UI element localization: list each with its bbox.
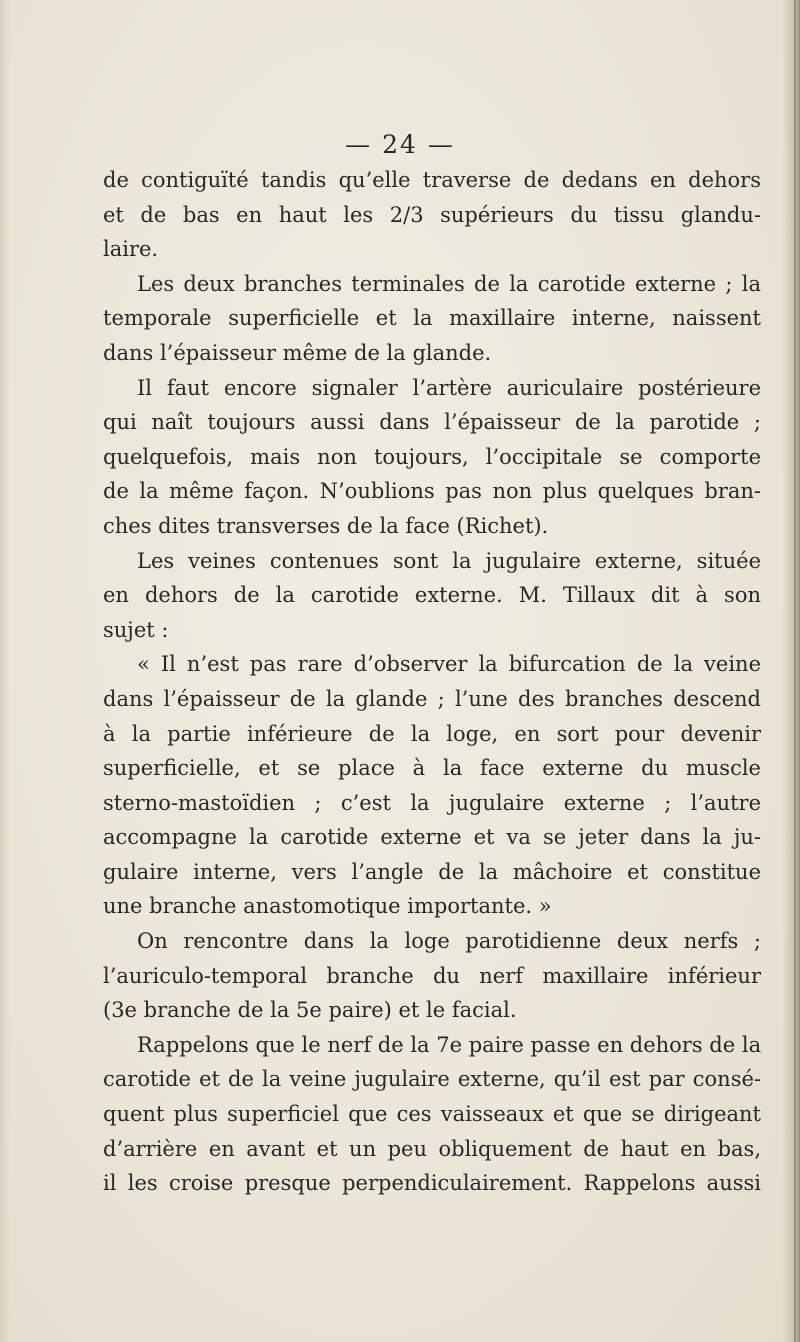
text-line: en dehors de la carotide externe. M. Tillaux dit à son (103, 583, 761, 608)
text-line: carotide et de la veine jugulaire externe, qu’il est par consé- (103, 1067, 761, 1092)
text-line: qui naît toujours aussi dans l’épaisseur de la parotide ; (103, 410, 761, 435)
text-line: Les deux branches terminales de la carotide externe ; la (137, 271, 761, 296)
page-number: — 24 — (345, 130, 455, 159)
text-line: Il faut encore signaler l’artère auriculaire postérieure (137, 375, 761, 400)
text-line: il les croise presque perpendiculairement. Rappelons aussi (103, 1171, 761, 1196)
text-line: laire. (103, 237, 159, 262)
text-line: temporale superficielle et la maxillaire interne, naissent (103, 306, 761, 331)
text-line: sterno-mastoïdien ; c’est la jugulaire externe ; l’autre (103, 790, 761, 815)
text-line: On rencontre dans la loge parotidienne deux nerfs ; (137, 929, 761, 954)
text-line: quelquefois, mais non toujours, l’occipitale se comporte (103, 444, 761, 469)
text-line: et de bas en haut les 2/3 supérieurs du tissu glandu- (103, 202, 761, 227)
page-edge-right (782, 0, 800, 1342)
text-line: accompagne la carotide externe et va se jeter dans la ju- (103, 825, 761, 850)
binding-shadow-line (794, 0, 796, 1342)
text-line: gulaire interne, vers l’angle de la mâchoire et constitue (103, 859, 761, 884)
text-line: Les veines contenues sont la jugulaire externe, située (137, 548, 761, 573)
text-line: l’auriculo-temporal branche du nerf maxillaire inférieur (103, 963, 761, 988)
text-line: une branche anastomotique importante. » (103, 894, 552, 919)
text-line: « Il n’est pas rare d’observer la bifurcation de la veine (137, 652, 761, 677)
text-line: à la partie inférieure de la loge, en sort pour devenir (103, 721, 761, 746)
text-line: d’arrière en avant et un peu obliquement de haut en bas, (103, 1136, 761, 1161)
page-edge-left (0, 0, 10, 1342)
text-line: superficielle, et se place à la face externe du muscle (103, 756, 761, 781)
body-text (103, 163, 761, 1201)
text-line: dans l’épaisseur de la glande ; l’une des branches descend (103, 686, 761, 711)
text-line: sujet : (103, 617, 169, 642)
text-line: quent plus superficiel que ces vaisseaux et que se dirigeant (103, 1102, 761, 1127)
text-line: de la même façon. N’oublions pas non plus quelques bran- (103, 479, 761, 504)
text-line: ches dites transverses de la face (Richet). (103, 513, 549, 538)
text-line: Rappelons que le nerf de la 7e paire passe en dehors de la (137, 1032, 762, 1057)
text-line: dans l’épaisseur même de la glande. (103, 340, 492, 365)
text-line: (3e branche de la 5e paire) et le facial. (103, 998, 517, 1023)
text-line: de contiguïté tandis qu’elle traverse de dedans en dehors (103, 168, 761, 192)
